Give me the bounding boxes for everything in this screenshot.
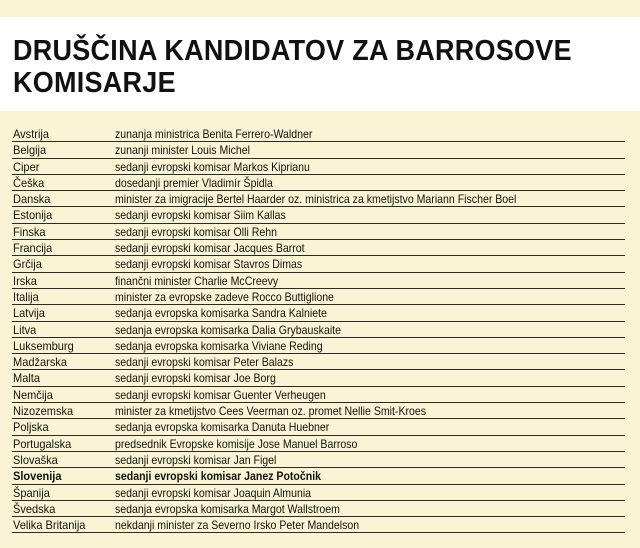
title-box <box>0 17 640 111</box>
candidate-cell: sedanji evropski komisar Olli Rehn <box>115 224 277 239</box>
candidate-cell: sedanji evropski komisar Siim Kallas <box>115 208 286 223</box>
country-cell: Ciper <box>13 159 40 174</box>
candidate-cell: sedanja evropska komisarka Dalia Grybauskaite <box>115 322 341 337</box>
candidate-cell: sedanji evropski komisar Joaquin Almunia <box>115 485 312 500</box>
table-row <box>12 142 625 158</box>
table-row <box>12 354 625 370</box>
candidate-cell: sedanja evropska komisarka Danuta Huebner <box>115 420 330 435</box>
table-row <box>12 256 625 272</box>
country-cell: Nizozemska <box>13 404 74 419</box>
candidate-cell: sedanja evropska komisarka Viviane Reding <box>115 338 323 353</box>
candidate-cell: sedanji evropski komisar Jacques Barrot <box>115 241 305 256</box>
candidate-cell: sedanji evropski komisar Stavros Dimas <box>115 257 303 272</box>
table-row <box>12 452 625 468</box>
country-cell: Italija <box>13 289 39 304</box>
table-row <box>12 224 625 240</box>
candidate-cell: dosedanji premier Vladimír Špidla <box>115 175 273 190</box>
country-cell: Nemčija <box>13 387 53 402</box>
candidate-cell: sedanji evropski komisar Joe Borg <box>115 371 276 386</box>
country-cell: Finska <box>13 224 46 239</box>
candidate-cell: finančni minister Charlie McCreevy <box>115 273 279 288</box>
country-cell: Luksemburg <box>13 338 74 353</box>
candidate-cell: sedanji evropski komisar Guenter Verheugen <box>115 387 326 402</box>
country-cell: Danska <box>13 192 51 207</box>
table-row <box>12 126 625 142</box>
table-row <box>12 501 625 517</box>
table-row <box>12 322 625 338</box>
country-cell: Poljska <box>13 420 49 435</box>
table-row <box>12 436 625 452</box>
table-row <box>12 191 625 207</box>
table-row <box>12 370 625 386</box>
candidate-cell: minister za evropske zadeve Rocco Buttiglione <box>115 289 334 304</box>
table-row <box>12 240 625 256</box>
table-row <box>12 403 625 419</box>
candidate-cell: sedanja evropska komisarka Sandra Kalniete <box>115 306 327 321</box>
table-row <box>12 338 625 354</box>
table-row <box>12 305 625 321</box>
country-cell: Slovenija <box>13 469 62 484</box>
country-cell: Avstrija <box>13 127 49 141</box>
table-row <box>12 485 625 501</box>
country-cell: Grčija <box>13 257 42 272</box>
candidate-cell: sedanji evropski komisar Janez Potočnik <box>115 469 322 484</box>
page-title: DRUŠČINA KANDIDATOV ZA BARROSOVE KOMISARJE <box>13 35 572 99</box>
candidate-cell: sedanja evropska komisarka Margot Wallstroem <box>115 501 340 516</box>
country-cell: Francija <box>13 241 53 256</box>
country-cell: Švedska <box>13 501 56 516</box>
candidate-cell: sedanji evropski komisar Peter Balazs <box>115 355 294 370</box>
table-row <box>12 468 625 484</box>
table-row <box>12 175 625 191</box>
candidate-cell: minister za kmetijstvo Cees Veerman oz. promet Nellie Smit-Kroes <box>115 404 427 419</box>
candidate-cell: sedanji evropski komisar Jan Figel <box>115 452 277 467</box>
country-cell: Estonija <box>13 208 53 223</box>
country-cell: Portugalska <box>13 436 72 451</box>
country-cell: Latvija <box>13 306 45 321</box>
candidate-cell: predsednik Evropske komisije Jose Manuel Barroso <box>115 436 358 451</box>
country-cell: Malta <box>13 371 40 386</box>
table-row <box>12 419 625 435</box>
candidate-cell: nekdanji minister za Severno Irsko Peter Mandelson <box>115 518 360 533</box>
table-row <box>12 289 625 305</box>
country-cell: Madžarska <box>13 355 67 370</box>
country-cell: Češka <box>13 175 45 190</box>
country-cell: Slovaška <box>13 452 58 467</box>
country-cell: Velika Britanija <box>13 518 86 533</box>
candidate-cell: zunanja ministrica Benita Ferrero-Waldner <box>115 127 313 141</box>
candidates-table <box>12 126 625 533</box>
table-row <box>12 387 625 403</box>
candidate-cell: zunanji minister Louis Michel <box>115 143 250 158</box>
table-row <box>12 517 625 533</box>
country-cell: Litva <box>13 322 37 337</box>
candidate-cell: minister za imigracije Bertel Haarder oz. ministrica za kmetijstvo Mariann Fischer Boel <box>115 192 517 207</box>
country-cell: Irska <box>13 273 37 288</box>
table-row <box>12 207 625 223</box>
country-cell: Španija <box>13 485 50 500</box>
country-cell: Belgija <box>13 143 47 158</box>
candidate-cell: sedanji evropski komisar Markos Kiprianu <box>115 159 310 174</box>
table-row <box>12 159 625 175</box>
table-row <box>12 273 625 289</box>
